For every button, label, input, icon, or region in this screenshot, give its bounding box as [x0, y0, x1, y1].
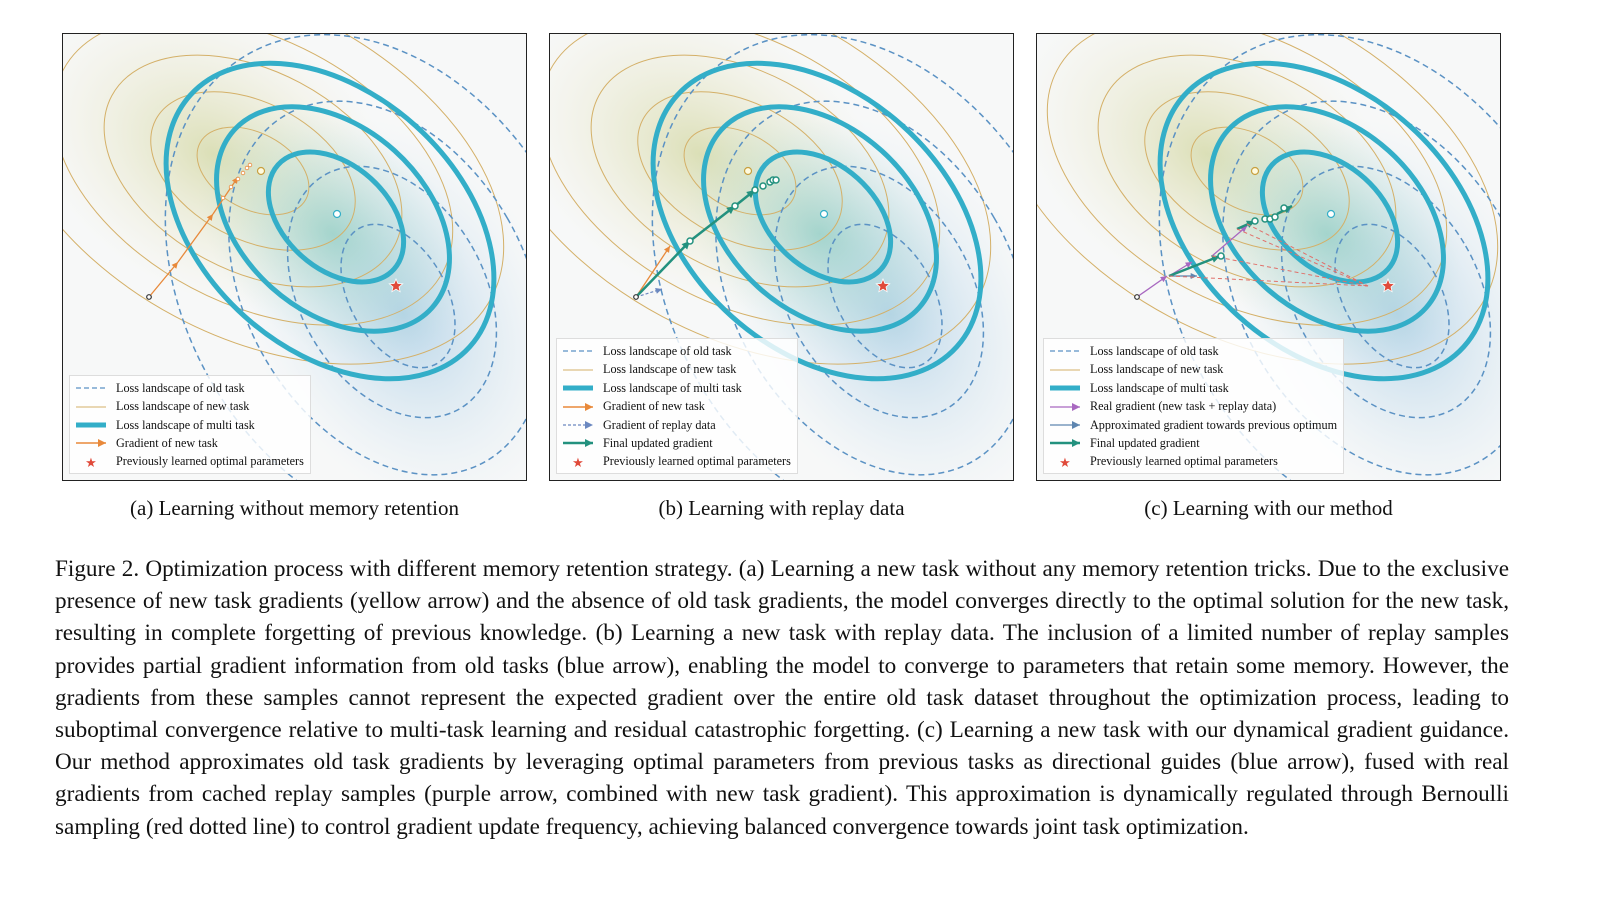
legend-entry	[74, 453, 304, 471]
legend-label: Loss landscape of multi task	[116, 417, 255, 432]
svg-text:★: ★	[1059, 455, 1071, 468]
star-legend-icon	[561, 456, 595, 468]
legend-entry	[561, 379, 791, 397]
new-legend-icon	[561, 364, 595, 376]
legend-label: Gradient of new task	[116, 435, 218, 450]
legend-label: Loss landscape of new task	[603, 362, 737, 377]
legend-entry	[1048, 361, 1337, 379]
legend-entry	[1048, 342, 1337, 360]
legend-label: Previously learned optimal parameters	[1090, 454, 1278, 469]
iterate-dot	[236, 177, 240, 181]
old-legend-icon	[1048, 345, 1082, 357]
legend-entry	[561, 434, 791, 452]
subcaption-c: (c) Learning with our method	[1144, 496, 1393, 520]
legend-entry	[1048, 379, 1337, 397]
legend-entry	[74, 379, 304, 397]
multi-task-optimum-dot	[1328, 211, 1335, 218]
panel-c-plot	[1036, 33, 1501, 481]
svg-text:★: ★	[85, 455, 97, 468]
multi-task-optimum-dot	[821, 211, 828, 218]
star-legend-icon	[1048, 456, 1082, 468]
purple-arrow-legend-icon	[1048, 401, 1082, 413]
legend-entry	[561, 453, 791, 471]
blue-arrow-legend-icon	[1048, 419, 1082, 431]
iterate-dot	[752, 187, 758, 193]
legend-entry	[561, 342, 791, 360]
orange-arrow-legend-icon	[561, 401, 595, 413]
legend-label: Loss landscape of old task	[1090, 343, 1219, 358]
multi-legend-icon	[74, 419, 108, 431]
panel-a-legend	[69, 375, 311, 474]
legend-label: Loss landscape of multi task	[603, 380, 742, 395]
iterate-dot	[229, 185, 233, 189]
legend-entry	[1048, 397, 1337, 415]
legend-entry	[1048, 453, 1337, 471]
new-task-optimum-dot	[258, 168, 265, 175]
iterate-dot	[245, 166, 249, 170]
multi-task-optimum-dot	[334, 211, 341, 218]
new-task-optimum-dot	[1252, 168, 1259, 175]
legend-label: Loss landscape of new task	[116, 399, 250, 414]
new-task-optimum-dot	[745, 168, 752, 175]
iterate-dot	[1252, 218, 1258, 224]
start-point-dot	[1135, 295, 1140, 300]
figure-caption: Figure 2. Optimization process with different memory retention strategy. (a) Learning a new task without any memory retention tricks. Due to the exclusive presence of new task gradients (yellow arrow) and the absence of old task gradients, the model converges directly to the optimal solution for the new task, resulting in complete forgetting of previous knowledge. (b) Learning a new task with replay data. The inclusion of a limited number of replay samples provides partial gradient information from old tasks (blue arrow), enabling the model to converge to parameters that retain some memory. However, the gradients from these samples cannot represent the expected gradient over the entire old task dataset throughout the optimization process, leading to suboptimal convergence relative to multi-task learning and residual catastrophic forgetting. (c) Learning a new task with our dynamical gradient guidance. Our method approximates old task gradients by leveraging optimal parameters from previous tasks as directional guides (blue arrow), fused with real gradients from cached replay samples (purple arrow, combined with new task gradient). This approximation is dynamically regulated through Bernoulli sampling (red dotted line) to control gradient update frequency, achieving balanced convergence towards joint task optimization.	[55, 556, 1509, 840]
iterate-dot	[1281, 205, 1287, 211]
panel-b-legend	[556, 338, 798, 474]
legend-entry	[1048, 434, 1337, 452]
legend-entry	[74, 397, 304, 415]
legend-entry	[561, 397, 791, 415]
legend-label: Gradient of new task	[603, 399, 705, 414]
blue-dashed-arrow-legend-icon	[561, 419, 595, 431]
legend-label: Approximated gradient towards previous optimum	[1090, 417, 1338, 432]
iterate-dot	[773, 177, 779, 183]
orange-arrow-legend-icon	[74, 437, 108, 449]
legend-entry	[561, 416, 791, 434]
legend-label: Gradient of replay data	[603, 417, 716, 432]
start-point-dot	[634, 295, 639, 300]
old-legend-icon	[74, 382, 108, 394]
legend-label: Previously learned optimal parameters	[116, 454, 304, 469]
iterate-dot	[760, 183, 766, 189]
panel-a-plot	[62, 33, 527, 481]
iterate-dot	[241, 171, 245, 175]
iterate-dot	[248, 163, 252, 167]
legend-label: Loss landscape of multi task	[1090, 380, 1229, 395]
legend-label: Real gradient (new task + replay data)	[1090, 399, 1277, 414]
legend-label: Final updated gradient	[1090, 435, 1200, 450]
green-arrow-legend-icon	[561, 437, 595, 449]
legend-entry	[74, 434, 304, 452]
legend-entry	[561, 361, 791, 379]
panel-b-plot	[549, 33, 1014, 481]
legend-label: Final updated gradient	[603, 435, 713, 450]
iterate-dot	[1218, 253, 1224, 259]
panel-c-legend	[1043, 338, 1344, 474]
svg-text:★: ★	[572, 455, 584, 468]
legend-entry	[1048, 416, 1337, 434]
iterate-dot	[221, 196, 225, 200]
new-legend-icon	[1048, 364, 1082, 376]
legend-label: Previously learned optimal parameters	[603, 454, 791, 469]
legend-label: Loss landscape of new task	[1090, 362, 1224, 377]
multi-legend-icon	[1048, 382, 1082, 394]
legend-label: Loss landscape of old task	[116, 380, 245, 395]
subcaption-a: (a) Learning without memory retention	[130, 496, 459, 520]
green-arrow-legend-icon	[1048, 437, 1082, 449]
start-point-dot	[147, 295, 152, 300]
iterate-dot	[732, 203, 738, 209]
legend-label: Loss landscape of old task	[603, 343, 732, 358]
subcaption-b: (b) Learning with replay data	[658, 496, 905, 520]
iterate-dot	[1272, 214, 1278, 220]
multi-legend-icon	[561, 382, 595, 394]
legend-entry	[74, 416, 304, 434]
star-legend-icon	[74, 456, 108, 468]
new-legend-icon	[74, 401, 108, 413]
iterate-dot	[687, 238, 693, 244]
old-legend-icon	[561, 345, 595, 357]
